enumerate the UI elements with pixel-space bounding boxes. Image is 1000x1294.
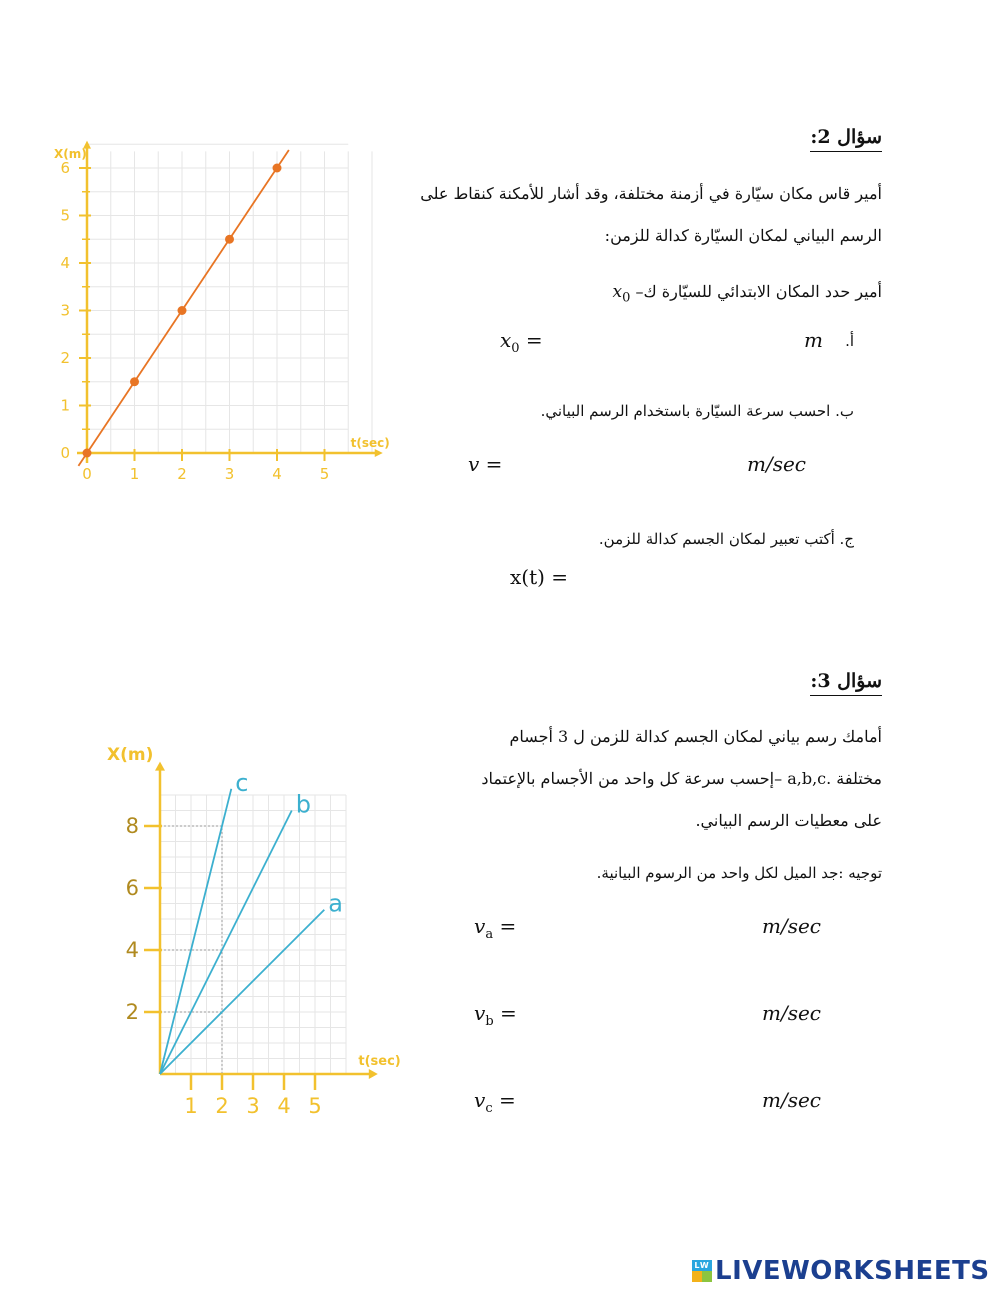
x-tick-label: 3 [224, 465, 235, 483]
data-point [130, 377, 139, 386]
y-tick-label: 1 [60, 396, 70, 415]
q2-b-label: ب. احسب سرعة السيّارة باستخدام الرسم البياني. [540, 402, 854, 420]
liveworksheets-logo [692, 1256, 990, 1286]
q3-vb-equation: $v_b$ = [474, 1001, 517, 1029]
q3-vc-unit: m/sec [762, 1088, 822, 1112]
q2-c-expression: x(t) = [510, 565, 569, 589]
q3-vb-unit: m/sec [762, 1001, 822, 1025]
series-line-b [160, 811, 292, 1075]
x-tick-label: 4 [277, 1094, 291, 1118]
y-tick-label: 2 [60, 349, 70, 367]
y-tick-label: 4 [60, 254, 70, 272]
liveworksheets-brand: LIVEWORKSHEETS [715, 1256, 990, 1286]
series-label-a: a [328, 889, 344, 918]
x-tick-label: 5 [319, 465, 330, 483]
x-tick-label: 4 [272, 465, 282, 483]
q2-intro-line1: أمير قاس مكان سيّارة في أزمنة مختلفة، وقد أشار للأمكنة كنقاط على [420, 184, 882, 203]
q3-vb-answer-input[interactable] [535, 1002, 745, 1030]
x-tick-label: 3 [246, 1094, 260, 1118]
q2-b-answer-input[interactable] [520, 452, 730, 480]
data-point [273, 164, 282, 173]
y-tick-label: 8 [125, 814, 139, 838]
q3-line3: على معطيات الرسم البياني. [695, 811, 882, 830]
y-axis-arrow [155, 762, 165, 771]
data-point [178, 306, 187, 315]
series-label-b: b [295, 790, 311, 819]
x-tick-label: 2 [215, 1094, 229, 1118]
x-tick-label: 1 [129, 465, 140, 483]
x-axis-arrow [369, 1069, 378, 1079]
q3-va-equation: $v_a$ = [474, 914, 517, 942]
q2-a-unit: m [804, 328, 823, 352]
q2-b-unit: m/sec [747, 452, 807, 476]
position-time-chart-2 [95, 735, 415, 1125]
q2-a-label: أ. [845, 332, 854, 350]
x-tick-label: 0 [82, 465, 92, 483]
q2-a-answer-input[interactable] [560, 330, 785, 358]
q2-title: سؤال 2: [810, 126, 882, 152]
q2-a-equation: $x_0$ = [500, 328, 543, 356]
x-tick-label: 5 [308, 1094, 322, 1118]
y-axis-label: X(m) [54, 147, 87, 161]
x-tick-label: 1 [184, 1094, 198, 1118]
q3-hint: توجيه :جد الميل لكل واحد من الرسوم البيانية. [596, 864, 882, 882]
y-axis-label: X(m) [107, 745, 154, 765]
y-tick-label: 6 [125, 876, 139, 900]
x-axis-arrow [375, 449, 383, 457]
q2-intro-line2: الرسم البياني لمكان السيّارة كدالة للزمن: [604, 226, 882, 245]
y-tick-label: 0 [60, 444, 70, 462]
x-axis-label: t(sec) [358, 1054, 401, 1069]
y-tick-label: 5 [60, 206, 70, 225]
y-tick-label: 3 [60, 301, 70, 320]
y-tick-label: 4 [125, 938, 139, 962]
series-label-c: c [235, 768, 249, 797]
q3-line1: أمامك رسم بياني لمكان الجسم كدالة للزمن ل 3 أجسام [509, 727, 882, 746]
q2-c-label: ج. أكتب تعبير لمكان الجسم كدالة للزمن. [598, 530, 854, 548]
q2-task [613, 274, 882, 315]
q2-b-equation: v = [468, 452, 503, 476]
q2-task-text: أمير حدد المكان الابتدائي للسيّارة ك– [635, 282, 882, 301]
data-point [225, 235, 234, 244]
q2-task-var: $x_0$ [612, 282, 631, 306]
logo-icon [692, 1260, 712, 1282]
y-tick-label: 2 [125, 1000, 139, 1024]
q3-vc-answer-input[interactable] [535, 1089, 745, 1117]
q3-line2: مختلفة .a,b,c –إحسب سرعة كل واحد من الأجسام بالإعتماد [481, 769, 882, 788]
logo-mark: LW [692, 1260, 712, 1271]
position-time-chart-1 [40, 140, 410, 500]
y-tick-label: 6 [60, 159, 70, 177]
data-point [83, 449, 92, 458]
x-tick-label: 2 [177, 465, 187, 483]
q3-vc-equation: $v_c$ = [474, 1088, 516, 1116]
q3-va-unit: m/sec [762, 914, 822, 938]
q2-c-answer-input[interactable] [585, 566, 825, 594]
x-axis-label: t(sec) [350, 436, 390, 450]
q3-va-answer-input[interactable] [535, 915, 745, 943]
q3-title: سؤال 3: [810, 670, 882, 696]
series-line-c [160, 789, 231, 1074]
